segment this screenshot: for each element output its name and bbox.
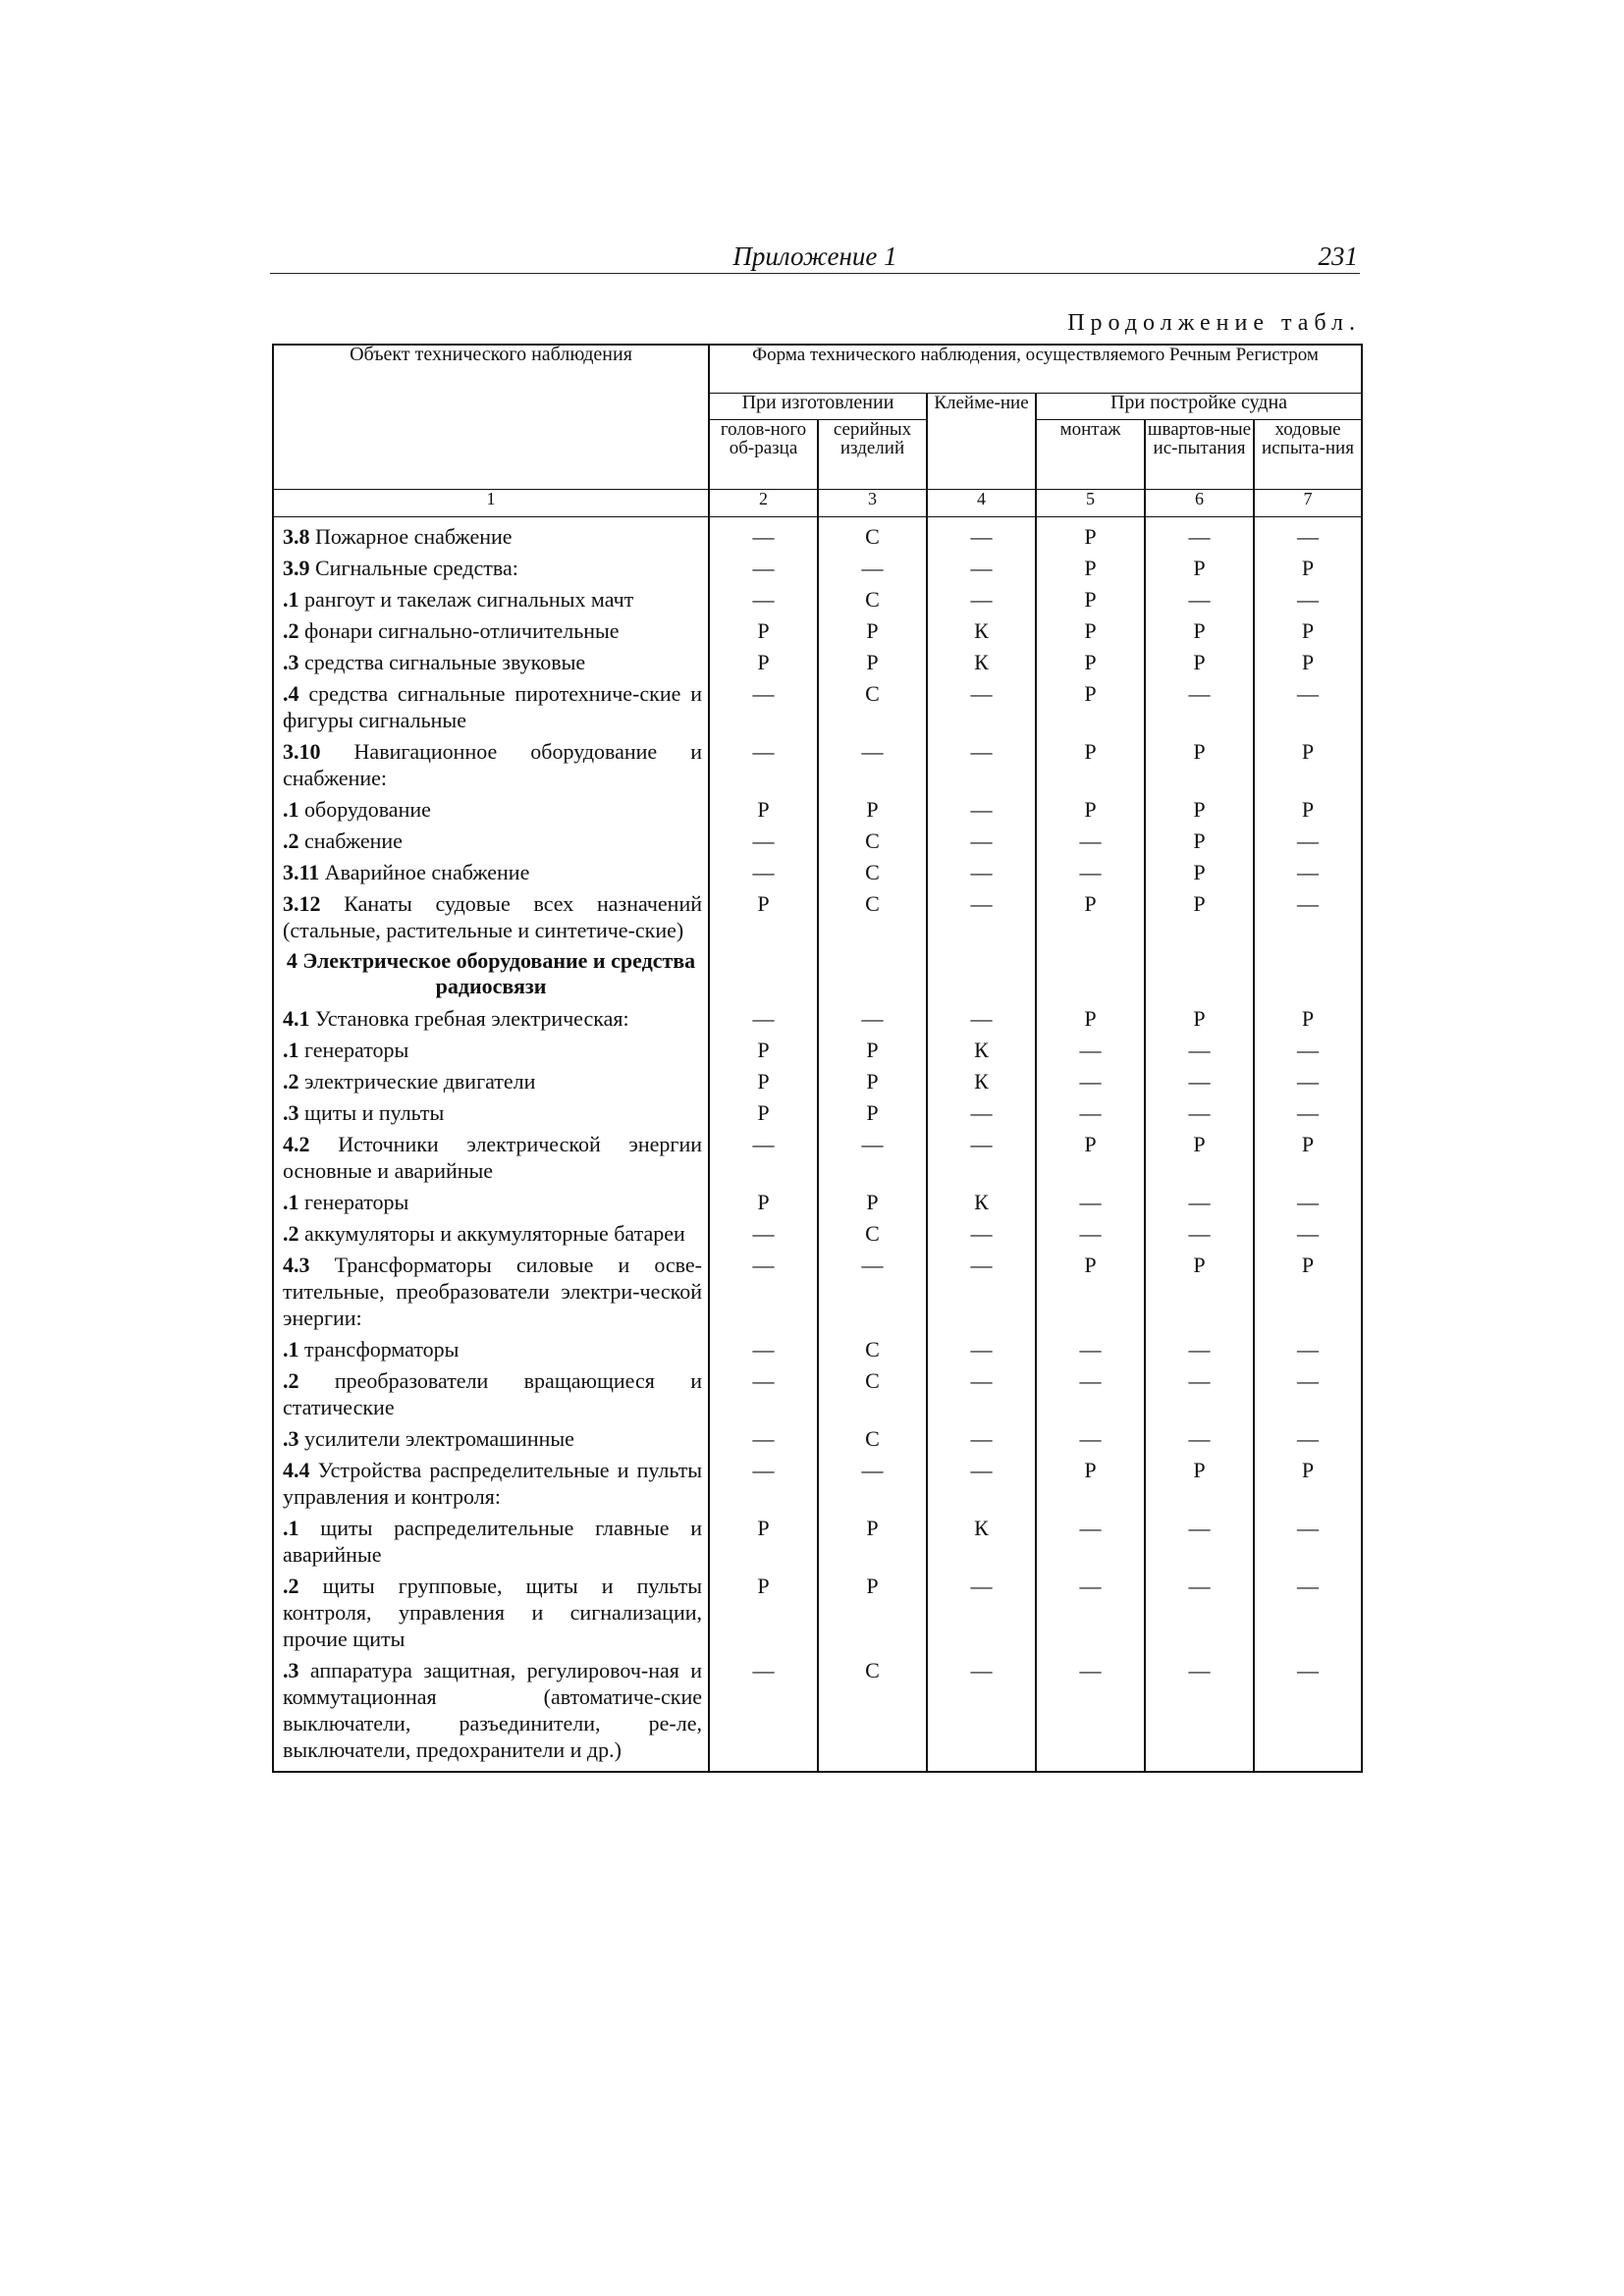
value-cell: Р	[709, 646, 818, 677]
value-cell: К	[927, 1512, 1036, 1570]
item-text: рангоут и такелаж сигнальных мачт	[298, 587, 634, 612]
header-object: Объект технического наблюдения	[273, 345, 709, 490]
item-text: средства сигнальные звуковые	[298, 650, 586, 674]
value-cell: —	[1036, 856, 1145, 887]
value-cell: Р	[1036, 793, 1145, 825]
value-cell: Р	[1145, 825, 1254, 856]
column-number: 4	[927, 490, 1036, 517]
value-cell: Р	[709, 1065, 818, 1096]
value-cell: —	[1036, 1422, 1145, 1454]
value-cell: —	[818, 735, 927, 793]
object-cell	[273, 614, 709, 646]
table-row	[273, 735, 1362, 793]
value-cell: —	[1145, 1333, 1254, 1364]
value-cell: —	[1254, 1333, 1362, 1364]
value-cell: —	[709, 1333, 818, 1364]
running-title: Приложение 1	[732, 241, 897, 271]
value-cell: —	[927, 1654, 1036, 1772]
value-cell: —	[1254, 1364, 1362, 1422]
value-cell: —	[1145, 517, 1254, 553]
value-cell: —	[1254, 856, 1362, 887]
empty-cell	[1145, 945, 1254, 1002]
value-cell: Р	[1036, 1128, 1145, 1186]
item-number: .3	[283, 1100, 299, 1125]
value-cell: Р	[1036, 887, 1145, 945]
table-row	[273, 1065, 1362, 1096]
value-cell: —	[1036, 1217, 1145, 1249]
value-cell: Р	[1254, 1249, 1362, 1333]
value-cell: Р	[1254, 793, 1362, 825]
item-number: .2	[283, 1069, 299, 1094]
value-cell: —	[818, 552, 927, 583]
section-title: 4 Электрическое оборудование и средства радиосвязи	[273, 945, 709, 1002]
item-text: преобразователи вращающиеся и статические	[283, 1368, 702, 1419]
value-cell: С	[818, 825, 927, 856]
value-cell: Р	[1254, 552, 1362, 583]
item-text: Сигнальные средства:	[309, 556, 518, 580]
value-cell: —	[927, 1096, 1036, 1128]
value-cell: Р	[818, 793, 927, 825]
value-cell: —	[818, 1128, 927, 1186]
header-form: Форма технического наблюдения, осуществляемого Речным Регистром	[709, 345, 1362, 394]
value-cell: К	[927, 1065, 1036, 1096]
value-cell: Р	[709, 1512, 818, 1570]
value-cell: —	[709, 1249, 818, 1333]
value-cell: Р	[1036, 646, 1145, 677]
value-cell: —	[709, 1002, 818, 1034]
object-cell	[273, 1654, 709, 1772]
value-cell: —	[1254, 825, 1362, 856]
item-text: щиты групповые, щиты и пульты контроля, управления и сигнализации, прочие щиты	[283, 1574, 702, 1651]
table-row	[273, 517, 1362, 553]
table-row	[273, 646, 1362, 677]
value-cell: —	[1145, 1570, 1254, 1654]
item-text: Канаты судовые всех назначений (стальные, растительные и синтетиче-ские)	[283, 891, 702, 942]
header-group-construction: При постройке судна	[1036, 394, 1362, 420]
value-cell: —	[709, 1454, 818, 1512]
value-cell: —	[1254, 517, 1362, 553]
item-number: 3.10	[283, 739, 321, 764]
value-cell: К	[927, 1186, 1036, 1217]
value-cell: —	[927, 1002, 1036, 1034]
item-text: электрические двигатели	[298, 1069, 536, 1094]
value-cell: —	[1145, 1217, 1254, 1249]
item-text: Трансформаторы силовые и осве-тительные, преобразователи электри-ческой энергии:	[283, 1253, 702, 1330]
value-cell: Р	[1145, 1454, 1254, 1512]
value-cell: С	[818, 1364, 927, 1422]
value-cell: —	[1145, 1034, 1254, 1065]
value-cell: —	[1254, 677, 1362, 735]
value-cell: —	[709, 1217, 818, 1249]
table-row	[273, 856, 1362, 887]
item-number: .3	[283, 1426, 299, 1451]
value-cell: —	[1145, 1186, 1254, 1217]
page-number: 231	[1318, 241, 1358, 271]
value-cell: Р	[1036, 552, 1145, 583]
table-row	[273, 677, 1362, 735]
item-text: оборудование	[298, 797, 431, 822]
value-cell: —	[927, 583, 1036, 614]
table-row	[273, 1186, 1362, 1217]
value-cell: —	[927, 1422, 1036, 1454]
value-cell: Р	[818, 1065, 927, 1096]
value-cell: —	[1145, 583, 1254, 614]
value-cell: —	[1254, 1570, 1362, 1654]
value-cell: —	[1254, 1422, 1362, 1454]
object-cell	[273, 856, 709, 887]
value-cell: Р	[1036, 583, 1145, 614]
value-cell: —	[709, 583, 818, 614]
value-cell: Р	[709, 1096, 818, 1128]
column-number: 1	[273, 490, 709, 517]
value-cell: Р	[1145, 1002, 1254, 1034]
value-cell: —	[818, 1249, 927, 1333]
object-cell	[273, 646, 709, 677]
value-cell: —	[709, 825, 818, 856]
item-number: .1	[283, 1190, 299, 1214]
item-number: .4	[283, 681, 299, 706]
value-cell: С	[818, 583, 927, 614]
item-number: .3	[283, 650, 299, 674]
value-cell: —	[927, 735, 1036, 793]
table-row	[273, 1002, 1362, 1034]
value-cell: —	[709, 677, 818, 735]
value-cell: —	[927, 793, 1036, 825]
object-cell	[273, 1454, 709, 1512]
object-cell	[273, 1002, 709, 1034]
value-cell: —	[709, 1128, 818, 1186]
object-cell	[273, 677, 709, 735]
header-mooring-tests: швартов-ные ис-пытания	[1145, 420, 1254, 490]
table-row	[273, 583, 1362, 614]
value-cell: Р	[1145, 1249, 1254, 1333]
value-cell: Р	[1036, 1454, 1145, 1512]
object-cell	[273, 1065, 709, 1096]
value-cell: Р	[1036, 677, 1145, 735]
header-prototype: голов-ного об-разца	[709, 420, 818, 490]
item-text: Навигационное оборудование и снабжение:	[283, 739, 702, 790]
table-continuation-label: Продолжение табл.	[1067, 310, 1361, 336]
object-cell	[273, 825, 709, 856]
item-text: снабжение	[298, 828, 403, 853]
value-cell: Р	[818, 646, 927, 677]
item-number: 3.9	[283, 556, 310, 580]
item-text: средства сигнальные пиротехниче-ские и фигуры сигнальные	[283, 681, 702, 732]
value-cell: —	[927, 825, 1036, 856]
value-cell: Р	[1036, 517, 1145, 553]
value-cell: —	[709, 735, 818, 793]
object-cell	[273, 517, 709, 553]
item-number: 3.12	[283, 891, 321, 916]
value-cell: Р	[818, 1034, 927, 1065]
value-cell: —	[1036, 1570, 1145, 1654]
value-cell: Р	[1145, 735, 1254, 793]
value-cell: Р	[1145, 614, 1254, 646]
item-text: фонари сигнально-отличительные	[298, 618, 620, 643]
item-text: щиты распределительные главные и аварийные	[283, 1516, 702, 1567]
empty-cell	[1254, 945, 1362, 1002]
value-cell: —	[927, 517, 1036, 553]
column-number: 6	[1145, 490, 1254, 517]
value-cell: —	[1036, 1096, 1145, 1128]
column-number: 2	[709, 490, 818, 517]
item-number: .1	[283, 1516, 299, 1540]
value-cell: —	[1254, 1217, 1362, 1249]
value-cell: —	[1254, 1186, 1362, 1217]
table-row	[273, 1249, 1362, 1333]
empty-cell	[709, 945, 818, 1002]
column-number-row	[273, 490, 1362, 517]
value-cell: —	[927, 1570, 1036, 1654]
value-cell: —	[927, 1333, 1036, 1364]
value-cell: —	[709, 856, 818, 887]
table-row	[273, 1034, 1362, 1065]
empty-cell	[1036, 945, 1145, 1002]
value-cell: —	[1145, 1654, 1254, 1772]
object-cell	[273, 583, 709, 614]
empty-cell	[927, 945, 1036, 1002]
value-cell: Р	[1036, 614, 1145, 646]
column-number: 7	[1254, 490, 1362, 517]
item-text: усилители электромашинные	[298, 1426, 574, 1451]
value-cell: Р	[1254, 614, 1362, 646]
item-number: .2	[283, 1368, 299, 1393]
value-cell: —	[709, 1422, 818, 1454]
item-text: Устройства распределительные и пульты управления и контроля:	[283, 1458, 702, 1509]
value-cell: Р	[1145, 646, 1254, 677]
item-number: 4.1	[283, 1006, 310, 1031]
value-cell: —	[927, 1217, 1036, 1249]
item-text: аппаратура защитная, регулировоч-ная и коммутационная (автоматиче-ские выключатели, разъединители, ре-ле, выключатели, предохранители и др.)	[283, 1658, 702, 1762]
value-cell: —	[1254, 1034, 1362, 1065]
value-cell: —	[1036, 825, 1145, 856]
value-cell: —	[1036, 1065, 1145, 1096]
value-cell: —	[1254, 1654, 1362, 1772]
item-text: аккумуляторы и аккумуляторные батареи	[298, 1221, 685, 1246]
header-mounting: монтаж	[1036, 420, 1145, 490]
value-cell: С	[818, 1217, 927, 1249]
header-marking: Клейме-ние	[927, 394, 1036, 490]
value-cell: —	[818, 1454, 927, 1512]
table-row	[273, 793, 1362, 825]
object-cell	[273, 793, 709, 825]
object-cell	[273, 1096, 709, 1128]
table-row	[273, 1654, 1362, 1772]
item-text: Источники электрической энергии основные и аварийные	[283, 1132, 702, 1183]
value-cell: К	[927, 646, 1036, 677]
header-serial: серийных изделий	[818, 420, 927, 490]
table-row	[273, 1454, 1362, 1512]
item-number: .2	[283, 618, 299, 643]
value-cell: С	[818, 856, 927, 887]
item-text: генераторы	[298, 1190, 409, 1214]
object-cell	[273, 1364, 709, 1422]
value-cell: —	[709, 1364, 818, 1422]
value-cell: Р	[709, 1186, 818, 1217]
item-number: 4.3	[283, 1253, 310, 1277]
value-cell: —	[927, 887, 1036, 945]
value-cell: —	[1254, 1096, 1362, 1128]
item-text: Пожарное снабжение	[309, 524, 513, 549]
item-number: .1	[283, 797, 299, 822]
object-cell	[273, 1128, 709, 1186]
item-number: 3.11	[283, 860, 320, 884]
table-row	[273, 1128, 1362, 1186]
value-cell: —	[927, 1364, 1036, 1422]
table-row	[273, 1512, 1362, 1570]
object-cell	[273, 552, 709, 583]
value-cell: Р	[1036, 735, 1145, 793]
item-number: .3	[283, 1658, 299, 1682]
value-cell: —	[1036, 1034, 1145, 1065]
value-cell: —	[1145, 677, 1254, 735]
observation-table	[272, 344, 1363, 1773]
value-cell: —	[927, 552, 1036, 583]
value-cell: Р	[1036, 1249, 1145, 1333]
table-row	[273, 825, 1362, 856]
value-cell: —	[1036, 1186, 1145, 1217]
object-cell	[273, 1217, 709, 1249]
object-cell	[273, 735, 709, 793]
object-cell	[273, 1422, 709, 1454]
table-row	[273, 1422, 1362, 1454]
value-cell: Р	[709, 1570, 818, 1654]
item-number: .2	[283, 1221, 299, 1246]
table-row	[273, 552, 1362, 583]
value-cell: —	[927, 856, 1036, 887]
value-cell: —	[1036, 1333, 1145, 1364]
value-cell: —	[1145, 1512, 1254, 1570]
table-row	[273, 1217, 1362, 1249]
value-cell: К	[927, 614, 1036, 646]
value-cell: Р	[1145, 793, 1254, 825]
object-cell	[273, 1249, 709, 1333]
value-cell: —	[709, 517, 818, 553]
value-cell: С	[818, 677, 927, 735]
value-cell: С	[818, 517, 927, 553]
object-cell	[273, 1034, 709, 1065]
value-cell: Р	[818, 1186, 927, 1217]
object-cell	[273, 1333, 709, 1364]
item-text: Установка гребная электрическая:	[309, 1006, 629, 1031]
section-row	[273, 945, 1362, 1002]
value-cell: —	[709, 552, 818, 583]
value-cell: —	[927, 1128, 1036, 1186]
value-cell: Р	[1145, 856, 1254, 887]
value-cell: Р	[709, 793, 818, 825]
value-cell: Р	[709, 1034, 818, 1065]
item-number: .1	[283, 1337, 299, 1362]
column-number: 3	[818, 490, 927, 517]
item-number: 3.8	[283, 524, 310, 549]
item-text: генераторы	[298, 1038, 409, 1062]
value-cell: Р	[709, 614, 818, 646]
object-cell	[273, 1512, 709, 1570]
value-cell: Р	[818, 614, 927, 646]
value-cell: К	[927, 1034, 1036, 1065]
value-cell: С	[818, 1422, 927, 1454]
value-cell: Р	[1254, 735, 1362, 793]
value-cell: —	[818, 1002, 927, 1034]
value-cell: —	[709, 1654, 818, 1772]
value-cell: Р	[1254, 1128, 1362, 1186]
value-cell: —	[1145, 1065, 1254, 1096]
item-text: щиты и пульты	[298, 1100, 445, 1125]
item-number: 4.4	[283, 1458, 310, 1482]
value-cell: С	[818, 1333, 927, 1364]
value-cell: —	[1145, 1422, 1254, 1454]
value-cell: —	[1254, 1512, 1362, 1570]
item-number: .2	[283, 828, 299, 853]
value-cell: —	[1036, 1364, 1145, 1422]
value-cell: С	[818, 887, 927, 945]
item-number: .1	[283, 587, 299, 612]
object-cell	[273, 887, 709, 945]
value-cell: —	[1254, 887, 1362, 945]
value-cell: —	[1254, 583, 1362, 614]
value-cell: —	[1036, 1512, 1145, 1570]
value-cell: —	[927, 677, 1036, 735]
value-cell: —	[1254, 1065, 1362, 1096]
value-cell: Р	[1145, 887, 1254, 945]
value-cell: Р	[818, 1570, 927, 1654]
header-group-manufacture: При изготовлении	[709, 394, 927, 420]
value-cell: Р	[1036, 1002, 1145, 1034]
table-row	[273, 1096, 1362, 1128]
page-header	[270, 240, 1360, 274]
value-cell: —	[1145, 1096, 1254, 1128]
item-text: Аварийное снабжение	[319, 860, 530, 884]
value-cell: Р	[1145, 552, 1254, 583]
item-number: 4.2	[283, 1132, 310, 1156]
value-cell: —	[927, 1249, 1036, 1333]
header-sea-trials: ходовые испыта-ния	[1254, 420, 1362, 490]
table-row	[273, 887, 1362, 945]
value-cell: Р	[1254, 1002, 1362, 1034]
value-cell: Р	[1145, 1128, 1254, 1186]
item-number: .1	[283, 1038, 299, 1062]
table-body	[273, 517, 1362, 1773]
value-cell: —	[1145, 1364, 1254, 1422]
value-cell: Р	[818, 1512, 927, 1570]
object-cell	[273, 1570, 709, 1654]
item-number: .2	[283, 1574, 299, 1598]
value-cell: Р	[1254, 1454, 1362, 1512]
value-cell: —	[1036, 1654, 1145, 1772]
table-row	[273, 614, 1362, 646]
value-cell: Р	[709, 887, 818, 945]
table-row	[273, 1570, 1362, 1654]
value-cell: С	[818, 1654, 927, 1772]
object-cell	[273, 1186, 709, 1217]
table-row	[273, 1333, 1362, 1364]
value-cell: —	[927, 1454, 1036, 1512]
item-text: трансформаторы	[298, 1337, 460, 1362]
column-number: 5	[1036, 490, 1145, 517]
empty-cell	[818, 945, 927, 1002]
value-cell: Р	[818, 1096, 927, 1128]
value-cell: Р	[1254, 646, 1362, 677]
table-row	[273, 1364, 1362, 1422]
